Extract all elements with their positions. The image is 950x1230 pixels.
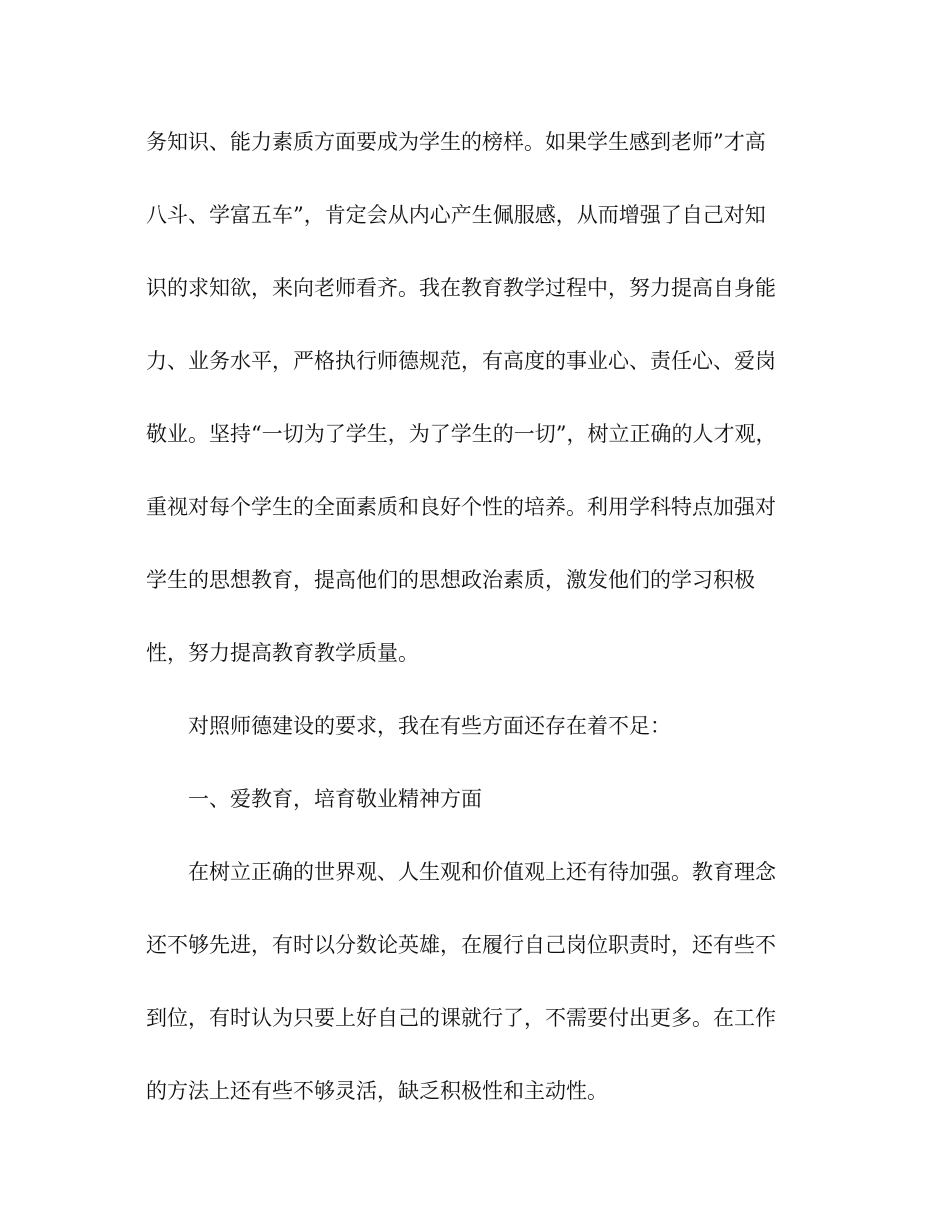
text-line-4: 力、业务水平，严格执行师德规范，有高度的事业心、责任心、爱岗 <box>146 349 776 373</box>
text-line-3: 识的求知欲，来向老师看齐。我在教育教学过程中，努力提高自身能 <box>146 276 776 300</box>
text-line-8: 性，努力提高教育教学质量。 <box>146 641 419 665</box>
text-line-14: 的方法上还有些不够灵活，缺乏积极性和主动性。 <box>146 1079 608 1103</box>
text-line-5: 敬业。坚持“一切为了学生，为了学生的一切”，树立正确的人才观， <box>146 422 777 446</box>
section-heading: 一、爱教育，培育敬业精神方面 <box>188 787 482 811</box>
text-line-9: 对照师德建设的要求，我在有些方面还存在着不足： <box>188 714 671 738</box>
text-line-7: 学生的思想教育，提高他们的思想政治素质，激发他们的学习积极 <box>146 568 755 592</box>
text-line-12: 还不够先进，有时以分数论英雄，在履行自己岗位职责时，还有些不 <box>146 933 776 957</box>
text-line-1: 务知识、能力素质方面要成为学生的榜样。如果学生感到老师”才高 <box>146 130 766 154</box>
text-line-13: 到位，有时认为只要上好自己的课就行了，不需要付出更多。在工作 <box>146 1006 776 1030</box>
text-line-2: 八斗、学富五车”，肯定会从内心产生佩服感，从而增强了自己对知 <box>146 203 766 227</box>
text-line-6: 重视对每个学生的全面素质和良好个性的培养。利用学科特点加强对 <box>146 495 776 519</box>
text-line-11: 在树立正确的世界观、人生观和价值观上还有待加强。教育理念 <box>188 860 776 884</box>
